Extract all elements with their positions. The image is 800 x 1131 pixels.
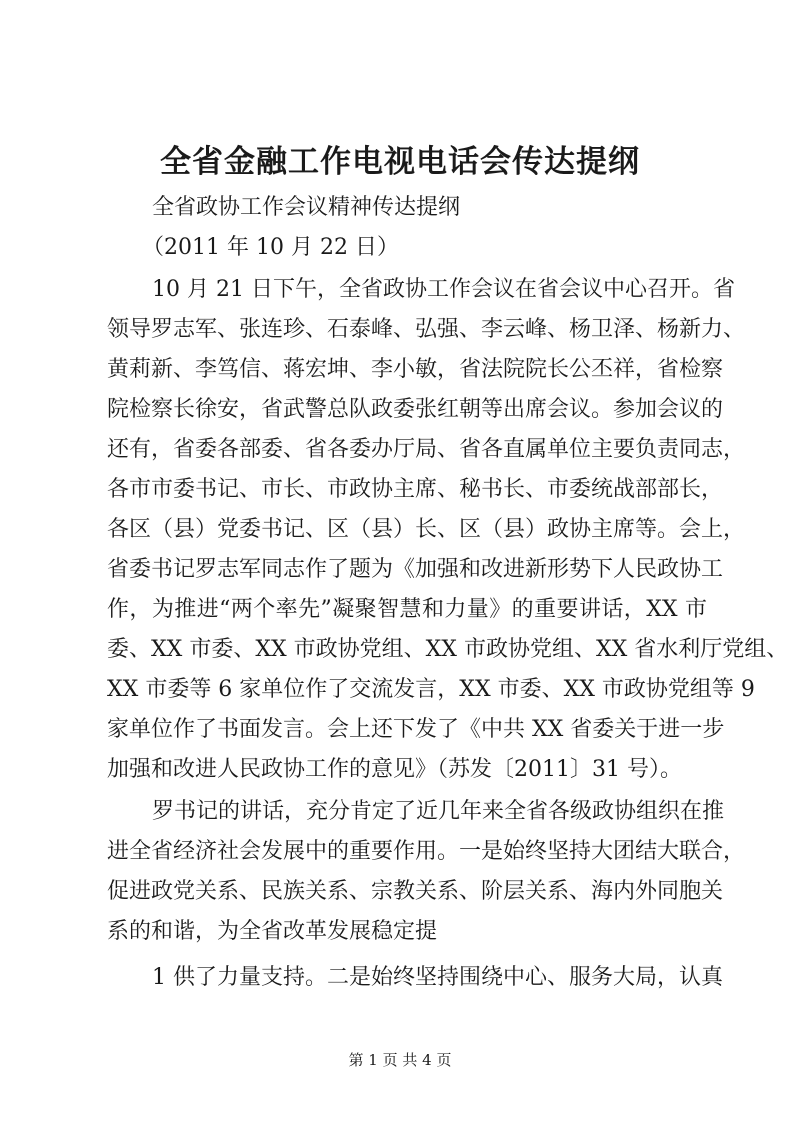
- paragraph-line: 还有，省委各部委、省各委办厅局、省各直属单位主要负责同志，: [107, 437, 746, 462]
- page-footer: 第 1 页 共 4 页: [348, 1051, 452, 1069]
- paragraph-line: 系的和谐，为全省改革发展稳定提: [107, 919, 438, 944]
- paragraph-line: 委、XX 市委、XX 市政协党组、XX 市政协党组、XX 省水利厅党组、: [107, 637, 789, 662]
- paragraph-line: 加强和改进人民政协工作的意见》（苏发〔2011〕31 号）。: [107, 757, 682, 782]
- paragraph-line: 黄莉新、李笃信、蒋宏坤、李小敏，省法院院长公丕祥，省检察: [107, 357, 724, 382]
- paragraph-line: 促进政党关系、民族关系、宗教关系、阶层关系、海内外同胞关: [107, 879, 724, 904]
- paragraph-line: XX 市委等 6 家单位作了交流发言，XX 市委、XX 市政协党组等 9: [107, 677, 755, 702]
- document-title: 全省金融工作电视电话会传达提纲: [160, 144, 640, 180]
- paragraph-line: 1 供了力量支持。二是始终坚持围绕中心、服务大局，认真: [152, 965, 723, 990]
- document-date: （2011 年 10 月 22 日）: [142, 235, 399, 260]
- paragraph-line: 省委书记罗志军同志作了题为《加强和改进新形势下人民政协工: [107, 557, 724, 582]
- paragraph-line: 各区（县）党委书记、区（县）长、区（县）政协主席等。会上，: [107, 517, 746, 542]
- paragraph-line: 进全省经济社会发展中的重要作用。一是始终坚持大团结大联合，: [107, 839, 746, 864]
- paragraph-line: 各市市委书记、市长、市政协主席、秘书长、市委统战部部长，: [107, 477, 724, 502]
- paragraph-line: 领导罗志军、张连珍、石泰峰、弘强、李云峰、杨卫泽、杨新力、: [107, 317, 746, 342]
- paragraph-line: 家单位作了书面发言。会上还下发了《中共 XX 省委关于进一步: [107, 717, 725, 742]
- paragraph-line: 作，为推进“两个率先”凝聚智慧和力量》的重要讲话，XX 市: [107, 597, 707, 622]
- document-subtitle: 全省政协工作会议精神传达提纲: [152, 195, 461, 220]
- paragraph-line: 10 月 21 日下午，全省政协工作会议在省会议中心召开。省: [152, 277, 735, 302]
- paragraph-line: 罗书记的讲话，充分肯定了近几年来全省各级政协组织在推: [152, 799, 725, 824]
- paragraph-line: 院检察长徐安，省武警总队政委张红朝等出席会议。参加会议的: [107, 397, 724, 422]
